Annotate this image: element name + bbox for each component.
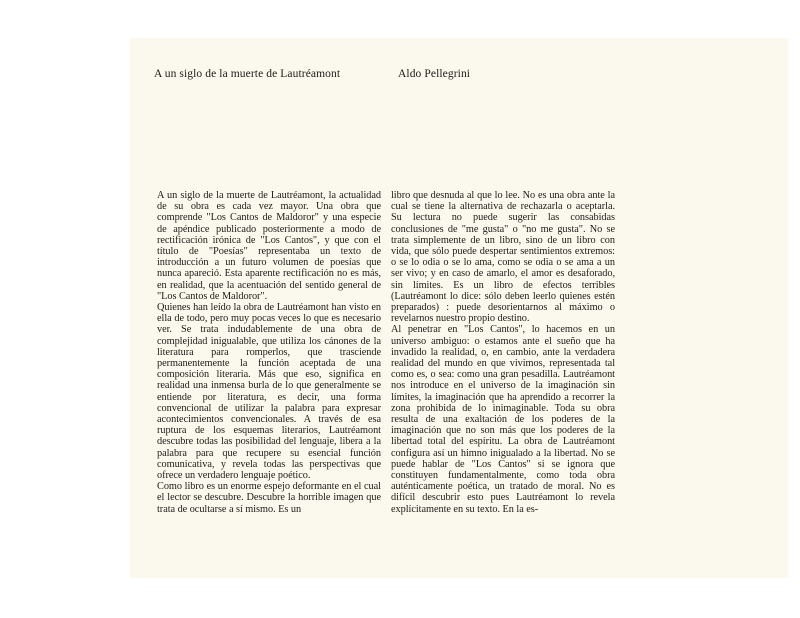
paragraph: Al penetrar en "Los Cantos", lo hacemos en un universo ambiguo: o estamos ante el sueño que ha invadido la realidad, o, en cambio, ante la verdadera realidad del mundo en que vivimos, representada tal como es, o sea: como una gran pesadilla. Lautréamont nos introduce en el universo de la imaginación sin límites, la imaginación que ha aprendido a recorrer la zona prohibida de lo inimaginable. Toda su obra resulta de una exaltación de los poderes de la imaginación que no son más que los poderes de la libertad total del espíritu. La obra de Lautréamont configura así un himno inigualado a la libertad. No se puede hablar de "Los Cantos" si se ignora que constituyen fundamentalmente, como toda obra auténticamente poética, un tratado de moral. No es difícil descubrir esto pues Lautréamont lo revela explícitamente en su texto. En la es- <box>391 324 615 515</box>
paragraph: libro que desnuda al que lo lee. No es una obra ante la cual se tiene la alternativa de rechazarla o aceptarla. Su lectura no puede sugerir las consabidas conclusiones de "me gusta" o "no me gusta". No se trata simplemente de un libro, sino de un libro con vida, que sólo puede despertar sentimientos extremos: o se lo odia o se lo ama, como se odia o se ama a un ser vivo; y en caso de amarlo, el amor es desaforado, sin límites. Es un libro de efectos terribles (Lautréamont lo dice: sólo deben leerlo quienes estén preparados) : puede desorientarnos al máximo o revelarnos nuestro propio destino. <box>391 190 615 325</box>
paragraph: Como libro es un enorme espejo deformante en el cual el lector se descubre. Descubre la horrible imagen que trata de ocultarse a sí mismo. Es un <box>157 481 381 515</box>
text-column-left <box>157 190 381 515</box>
text-column-right <box>391 190 615 515</box>
author-name: Aldo Pellegrini <box>398 68 471 80</box>
paragraph: Quienes han leído la obra de Lautréamont han visto en ella de todo, pero muy pocas veces lo que es necesario ver. Se trata indudablemente de una obra de complejidad inigualable, que utiliza los cánones de la literatura para romperlos, que trasciende permanentemente la función aceptada de una composición literaria. Más que eso, significa en realidad una inmensa burla de lo que generalmente se entiende por literatura, es decir, una forma convencional de utilizar la palabra para expresar acontecimientos convencionales. A través de esa ruptura de los esquemas literarios, Lautréamont descubre todas las posibilidad del lenguaje, libera a la palabra para que recupere su esencial función comunicativa, y revela todas las perspectivas que ofrece un verdadero lenguaje poético. <box>157 302 381 482</box>
book-page <box>130 38 788 578</box>
running-title: A un siglo de la muerte de Lautréamont <box>154 68 341 80</box>
paragraph: A un siglo de la muerte de Lautréamont, la actualidad de su obra es cada vez mayor. Una obra que comprende "Los Cantos de Maldoror" y una especie de apéndice publicado posteriormente a modo de rectificación irónica de "Los Cantos", y que con el título de "Poesías" representaba un texto de introducción a un futuro volumen de poesías que nunca apareció. Esta aparente rectificación no es más, en realidad, que la acentuación del sentido general de "Los Cantos de Maldoror". <box>157 190 381 302</box>
